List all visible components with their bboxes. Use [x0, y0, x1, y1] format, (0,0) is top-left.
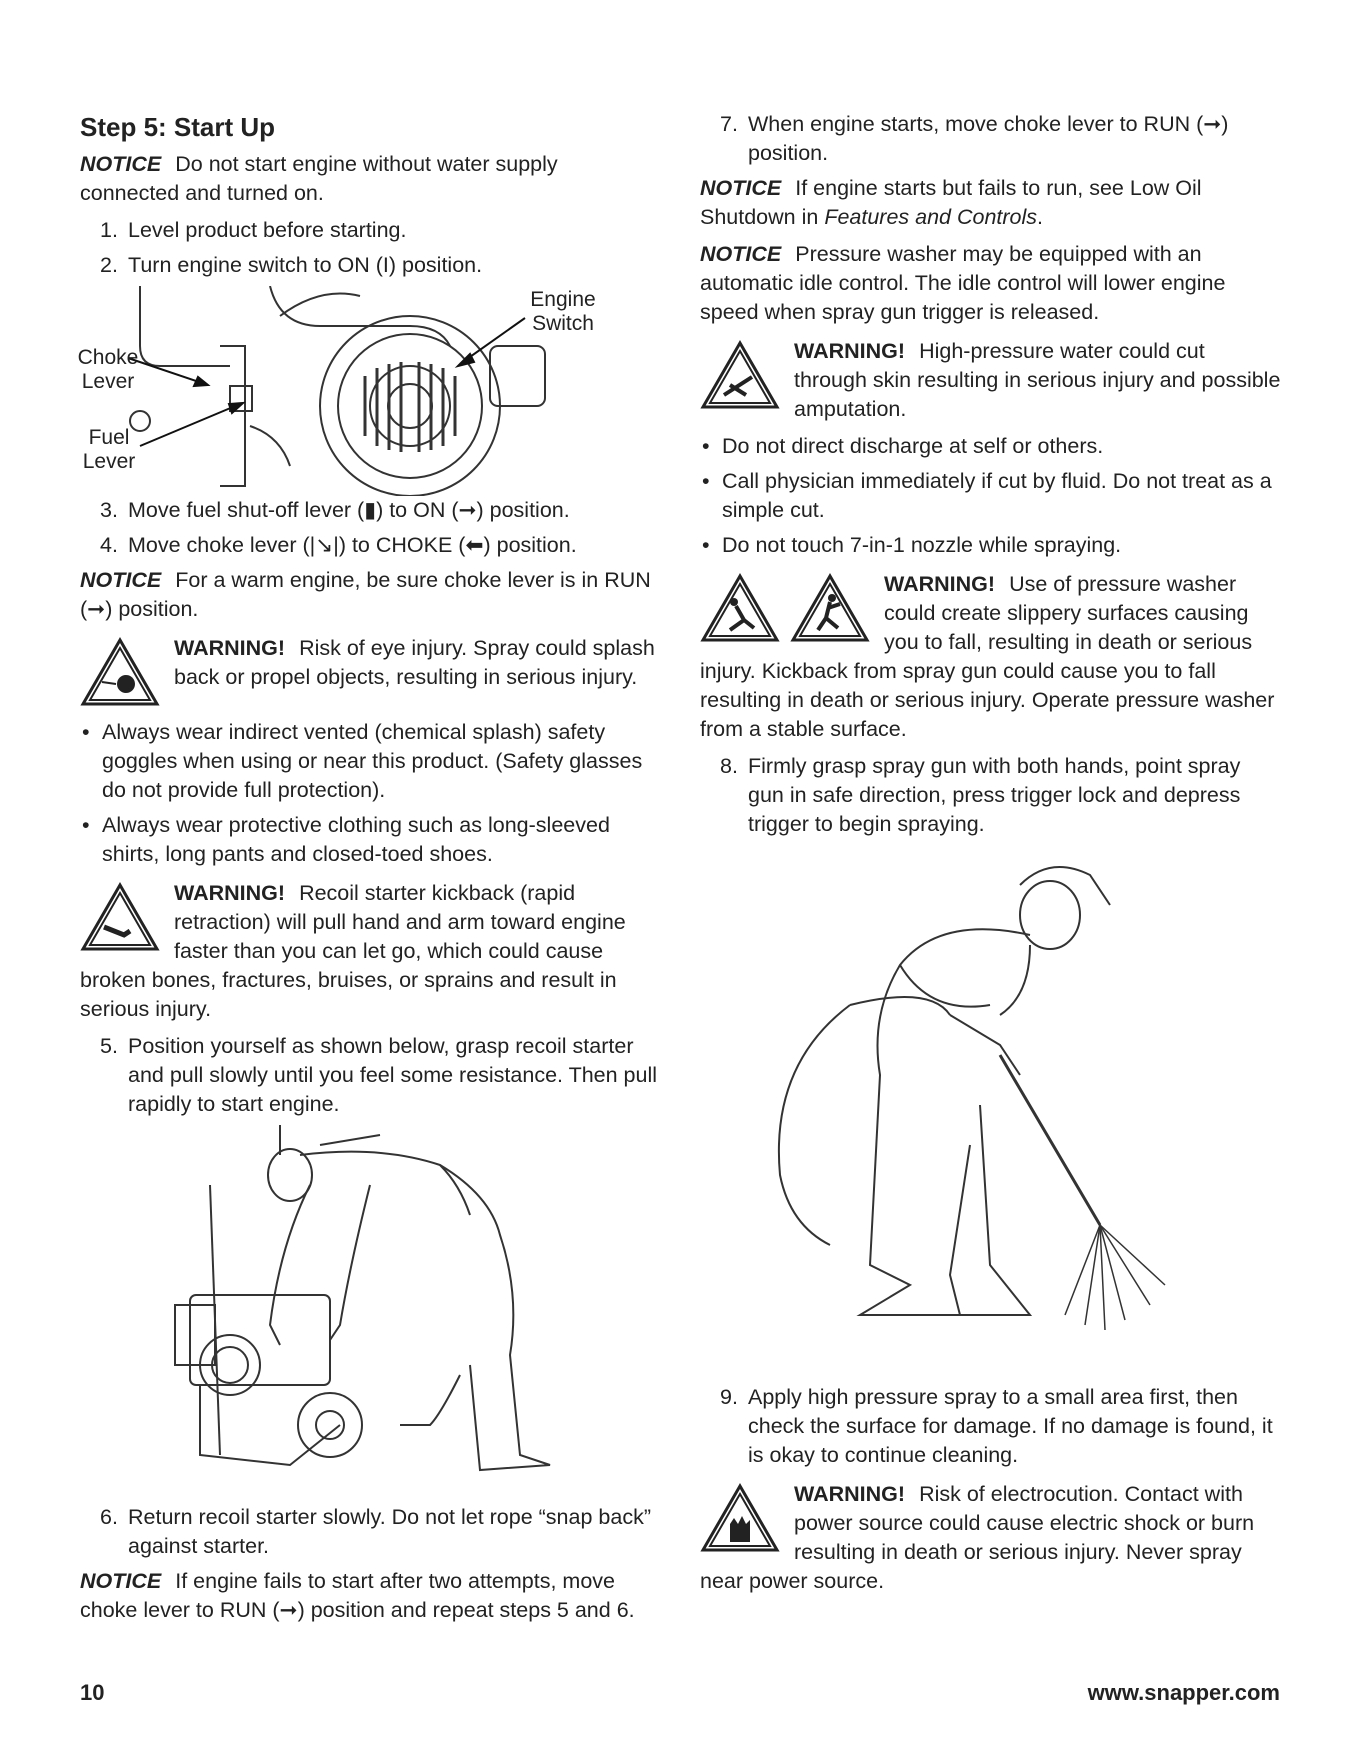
warning-high-pressure: WARNING! High-pressure water could cut through skin resulting in serious injury and possible amputation. [700, 337, 1282, 424]
bullet-clothing: • Always wear protective clothing such as long-sleeved shirts, long pants and closed-toed shoes. [82, 813, 610, 866]
notice-no-water: NOTICE Do not start engine without water supply connected and turned on. [80, 152, 558, 205]
skin-injection-warning-icon [700, 339, 780, 411]
step-2: 2. Turn engine switch to ON (I) position. [100, 253, 483, 277]
arrow-right-icon: ➞ [458, 498, 477, 522]
step-8: 8. Firmly grasp spray gun with both hands, point spray gun in safe direction, press trigger lock and depress trigger to begin spraying. [720, 754, 1241, 836]
notice-label: NOTICE [80, 152, 162, 176]
warning-electrocution: WARNING! Risk of electrocution. Contact with power source could cause electric shock or burn resulting in death or serious injury. Never spray near power source. [700, 1482, 1255, 1593]
spraying-illustration [700, 845, 1282, 1375]
footer-url: www.snapper.com [1087, 1680, 1280, 1705]
bullet-no-direct-discharge: • Do not direct discharge at self or others. [702, 434, 1104, 458]
engine-controls-figure [77, 286, 660, 496]
step-6: 6. Return recoil starter slowly. Do not let rope “snap back” against starter. [100, 1505, 651, 1558]
page-number: 10 [80, 1680, 105, 1705]
warning-slippery-surface: WARNING! Use of pressure washer could create slippery surfaces causing you to fall, resulting in death or serious injury. Kickback from spray gun could cause you to fall resulting in death or serious injury. Operate pressure washer from a stable surface. [700, 572, 1275, 741]
bullet-do-not-touch-nozzle: • Do not touch 7-in-1 nozzle while spraying. [702, 533, 1122, 557]
eye-injury-warning-icon [80, 636, 160, 708]
warning-eye-injury: WARNING! Risk of eye injury. Spray could splash back or propel objects, resulting in serious injury. [80, 634, 660, 710]
callout-choke-lever: Choke Lever [77, 346, 139, 393]
fuel-icon: ▮ [364, 498, 377, 522]
hand-kickback-warning-icon [80, 881, 160, 953]
recoil-start-illustration [80, 1125, 660, 1495]
step-9: 9. Apply high pressure spray to a small area first, then check the surface for damage. If no damage is found, it is okay to continue cleaning. [720, 1385, 1273, 1467]
notice-warm-engine: NOTICE For a warm engine, be sure choke lever is in RUN (➞) position. [80, 568, 651, 621]
callout-fuel-lever: Fuel Lever [82, 426, 136, 473]
callout-engine-switch: Engine Switch [530, 288, 596, 335]
arrow-left-icon: ⬅ [465, 533, 484, 557]
step-1: 1. Level product before starting. [100, 218, 407, 242]
bullet-call-physician: • Call physician immediately if cut by fluid. Do not treat as a simple cut. [702, 469, 1272, 522]
left-column [77, 108, 660, 1633]
arrow-right-icon: ➞ [87, 597, 106, 621]
right-column [700, 110, 1282, 1604]
choke-icon: |↘| [309, 533, 339, 557]
fall-hazard-warning-icon [790, 572, 870, 644]
step-4: 4. Move choke lever (|↘|) to CHOKE (⬅) position. [100, 533, 577, 557]
step-5: 5. Position yourself as shown below, grasp recoil starter and pull slowly until you feel some resistance. Then pull rapidly to start engine. [100, 1034, 658, 1116]
bullet-goggles: • Always wear indirect vented (chemical splash) safety goggles when using or near this product. (Safety glasses do not provide full protection). [82, 720, 643, 802]
notice-fails-to-start: NOTICE If engine fails to start after two attempts, move choke lever to RUN (➞) position and repeat steps 5 and 6. [80, 1569, 635, 1622]
notice-low-oil: NOTICE If engine starts but fails to run, see Low Oil Shutdown in Features and Controls. [700, 176, 1202, 229]
warning-recoil-kickback: WARNING! Recoil starter kickback (rapid retraction) will pull hand and arm toward engine faster than you can let go, which could cause broken bones, fractures, bruises, or sprains and result in serious injury. [80, 881, 626, 1021]
arrow-right-icon: ➞ [1203, 112, 1222, 136]
notice-idle-control: NOTICE Pressure washer may be equipped with an automatic idle control. The idle control will lower engine speed when spray gun trigger is released. [700, 242, 1226, 324]
step-title: Step 5: Start Up [80, 112, 276, 142]
step-3: 3. Move fuel shut-off lever (▮) to ON (➞) position. [100, 498, 570, 522]
slip-hazard-warning-icon [700, 572, 780, 644]
arrow-right-icon: ➞ [279, 1598, 298, 1622]
electrocution-warning-icon [700, 1482, 780, 1554]
step-7: 7. When engine starts, move choke lever to RUN (➞) position. [720, 112, 1229, 165]
